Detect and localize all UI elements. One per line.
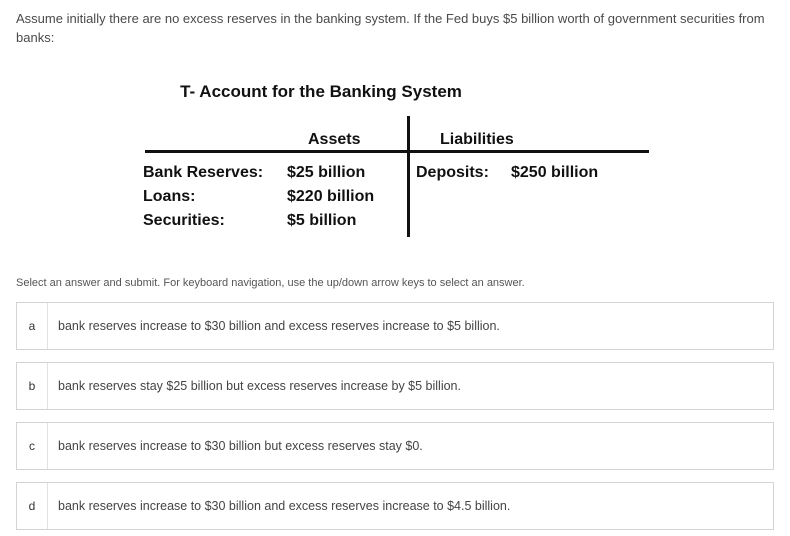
asset-label-loans: Loans: (143, 188, 196, 205)
t-account-horizontal-line (145, 150, 649, 153)
option-text: bank reserves increase to $30 billion and excess reserves increase to $5 billion. (58, 319, 500, 333)
asset-label-securities: Securities: (143, 212, 225, 229)
option-text: bank reserves increase to $30 billion and excess reserves increase to $4.5 billion. (58, 499, 511, 513)
t-account-figure (130, 78, 660, 248)
liability-label-deposits: Deposits: (416, 164, 489, 181)
liability-value-deposits: $250 billion (511, 164, 599, 181)
asset-value-securities: $5 billion (287, 212, 357, 229)
t-account-title: T- Account for the Banking System (180, 82, 462, 101)
option-letter: d (28, 499, 36, 513)
t-account-vertical-line (407, 116, 410, 237)
answer-option-b[interactable] (16, 362, 774, 410)
asset-label-bank-reserves: Bank Reserves: (143, 164, 264, 181)
option-text: bank reserves stay $25 billion but excess reserves increase by $5 billion. (58, 379, 461, 393)
assets-header: Assets (308, 131, 361, 148)
option-text: bank reserves increase to $30 billion but excess reserves stay $0. (58, 439, 423, 453)
question-text: Assume initially there are no excess reserves in the banking system. If the Fed buys $5 billion worth of government securities from banks: (16, 11, 765, 45)
option-divider (47, 483, 48, 529)
asset-value-bank-reserves: $25 billion (287, 164, 366, 181)
answer-option-c[interactable] (16, 422, 774, 470)
option-divider (47, 303, 48, 349)
option-letter: c (29, 439, 35, 453)
answer-instructions: Select an answer and submit. For keyboard navigation, use the up/down arrow keys to select an answer. (16, 277, 525, 289)
option-letter: b (28, 379, 36, 393)
option-letter: a (28, 319, 36, 333)
asset-value-loans: $220 billion (287, 188, 375, 205)
answer-option-d[interactable] (16, 482, 774, 530)
liabilities-header: Liabilities (440, 131, 514, 148)
answer-option-a[interactable] (16, 302, 774, 350)
option-divider (47, 423, 48, 469)
option-divider (47, 363, 48, 409)
